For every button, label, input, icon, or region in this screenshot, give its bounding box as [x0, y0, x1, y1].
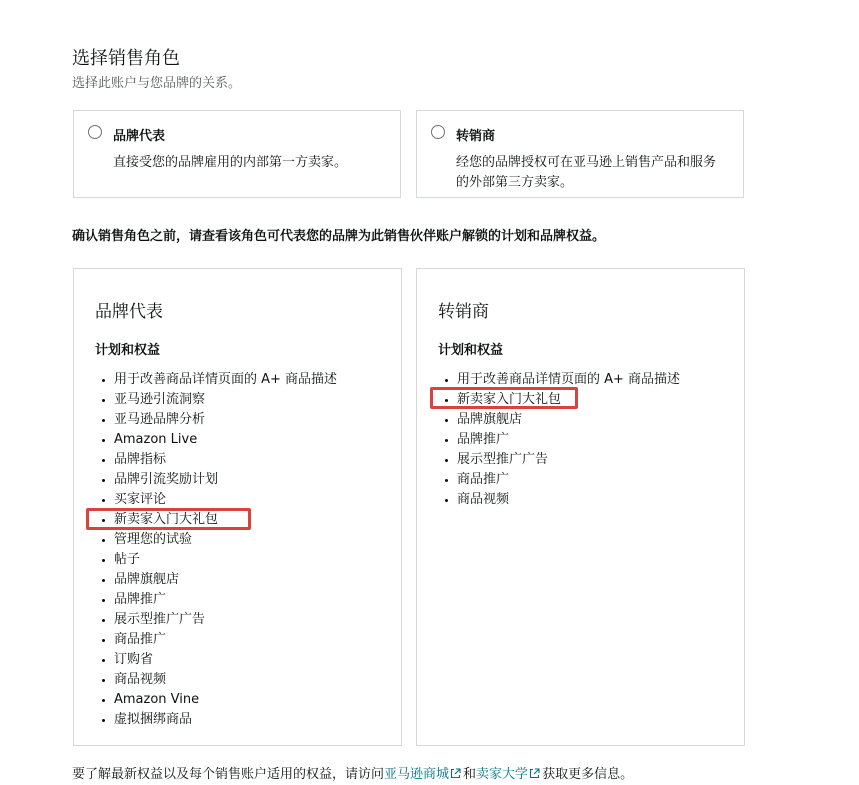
list-item: • 亚马逊引流洞察	[114, 390, 404, 410]
external-link-icon	[529, 768, 540, 779]
benefits-card-title: 品牌代表	[95, 302, 163, 322]
list-item: • 订购省	[114, 650, 404, 670]
benefits-card-subtitle: 计划和权益	[438, 343, 504, 358]
role-option-brand-representative[interactable]	[73, 110, 401, 198]
role-option-reseller[interactable]	[416, 110, 744, 198]
list-item: • 品牌引流奖励计划	[114, 470, 404, 490]
list-item: • 新卖家入门大礼包	[457, 390, 747, 410]
seller-university-link[interactable]: 卖家大学	[476, 767, 529, 782]
list-item: • 品牌推广	[457, 430, 747, 450]
external-link-icon	[450, 768, 461, 779]
list-item: • 品牌指标	[114, 450, 404, 470]
list-item: • Amazon Vine	[114, 690, 404, 710]
role-option-label: 品牌代表	[113, 129, 166, 144]
list-item: • 帖子	[114, 550, 404, 570]
list-item: • 商品推广	[114, 630, 404, 650]
footer-info	[72, 763, 633, 782]
radio-unchecked-icon[interactable]	[88, 125, 102, 139]
list-item: • 虚拟捆绑商品	[114, 710, 404, 730]
footer-text-prefix: 要了解最新权益以及每个销售账户适用的权益，请访问	[72, 767, 385, 782]
benefits-list	[438, 370, 747, 510]
list-item: • 商品视频	[457, 490, 747, 510]
list-item: • 商品推广	[457, 470, 747, 490]
list-item: • 品牌旗舰店	[457, 410, 747, 430]
list-item: • 展示型推广广告	[114, 610, 404, 630]
list-item: • 品牌旗舰店	[114, 570, 404, 590]
page-title: 选择销售角色	[72, 48, 180, 69]
footer-text-suffix: 获取更多信息。	[542, 767, 634, 782]
list-item: • 品牌推广	[114, 590, 404, 610]
benefits-list	[95, 370, 404, 730]
list-item: • 买家评论	[114, 490, 404, 510]
radio-unchecked-icon[interactable]	[431, 125, 445, 139]
list-item: • 商品视频	[114, 670, 404, 690]
list-item: • 管理您的试验	[114, 530, 404, 550]
list-item: • 展示型推广广告	[457, 450, 747, 470]
list-item: • Amazon Live	[114, 430, 404, 450]
benefits-card-title: 转销商	[438, 302, 489, 322]
list-item: • 用于改善商品详情页面的 A+ 商品描述	[457, 370, 747, 390]
role-option-description: 直接受您的品牌雇用的内部第一方卖家。	[113, 155, 348, 170]
footer-text-middle: 和	[463, 767, 477, 782]
benefits-card-reseller	[416, 268, 745, 746]
list-item: • 用于改善商品详情页面的 A+ 商品描述	[114, 370, 404, 390]
list-item: • 亚马逊品牌分析	[114, 410, 404, 430]
benefits-card-brand-representative	[73, 268, 402, 746]
confirm-instruction: 确认销售角色之前，请查看该角色可代表您的品牌为此销售伙伴账户解锁的计划和品牌权益。	[72, 229, 606, 244]
benefits-card-subtitle: 计划和权益	[95, 343, 161, 358]
role-option-description: 经您的品牌授权可在亚马逊上销售产品和服务的外部第三方卖家。	[456, 155, 717, 190]
amazon-marketplace-link[interactable]: 亚马逊商城	[384, 767, 450, 782]
page-subtitle: 选择此账户与您品牌的关系。	[72, 76, 242, 91]
list-item: • 新卖家入门大礼包	[114, 510, 404, 530]
role-option-label: 转销商	[456, 129, 496, 144]
